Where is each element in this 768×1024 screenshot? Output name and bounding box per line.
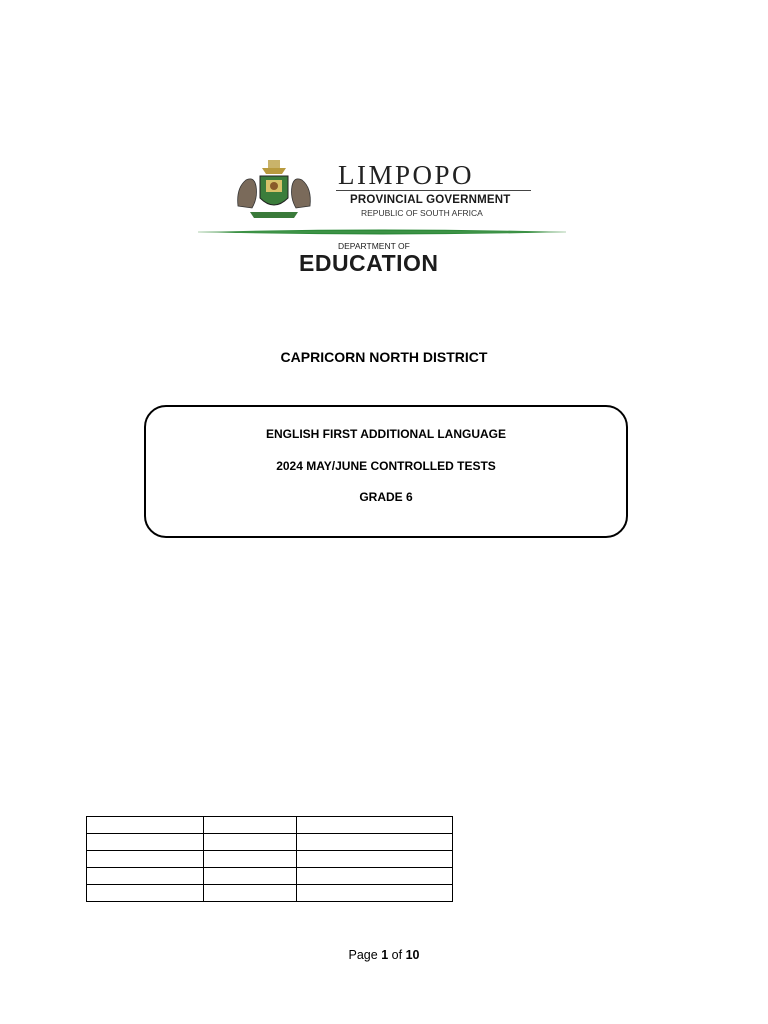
- table-cell: [297, 885, 453, 902]
- subject-line: ENGLISH FIRST ADDITIONAL LANGUAGE: [266, 427, 506, 441]
- of-word: of: [391, 948, 403, 962]
- table-cell: [204, 834, 297, 851]
- table-cell: [297, 851, 453, 868]
- table-cell: [87, 851, 204, 868]
- table-cell: [297, 868, 453, 885]
- table-row: [87, 885, 453, 902]
- table-cell: [87, 885, 204, 902]
- government-label: PROVINCIAL GOVERNMENT: [350, 194, 511, 206]
- table-cell: [87, 817, 204, 834]
- province-name: LIMPOPO: [338, 160, 475, 190]
- grade-line: GRADE 6: [359, 490, 413, 504]
- table-cell: [87, 868, 204, 885]
- divider: [336, 190, 531, 191]
- test-line: 2024 MAY/JUNE CONTROLLED TESTS: [276, 459, 496, 473]
- table-row: [87, 817, 453, 834]
- table-cell: [204, 817, 297, 834]
- table-row: [87, 851, 453, 868]
- republic-label: REPUBLIC OF SOUTH AFRICA: [361, 208, 483, 218]
- limpopo-education-logo: [198, 158, 568, 278]
- table-row: [87, 868, 453, 885]
- district-title: CAPRICORN NORTH DISTRICT: [280, 349, 488, 365]
- table-row: [87, 834, 453, 851]
- page-total: 10: [405, 948, 420, 962]
- education-label: EDUCATION: [299, 250, 439, 276]
- table-cell: [297, 834, 453, 851]
- green-divider-bar: [198, 228, 566, 236]
- table-cell: [297, 817, 453, 834]
- table-cell: [204, 885, 297, 902]
- department-of-label: DEPARTMENT OF: [338, 241, 410, 251]
- page-word: Page: [348, 948, 378, 962]
- marks-table: [86, 816, 453, 902]
- page-footer: [0, 948, 768, 962]
- coat-of-arms-icon: [232, 158, 316, 220]
- table-cell: [204, 868, 297, 885]
- table-cell: [87, 834, 204, 851]
- page-current: 1: [381, 948, 389, 962]
- table-cell: [204, 851, 297, 868]
- test-info-box: [144, 405, 628, 538]
